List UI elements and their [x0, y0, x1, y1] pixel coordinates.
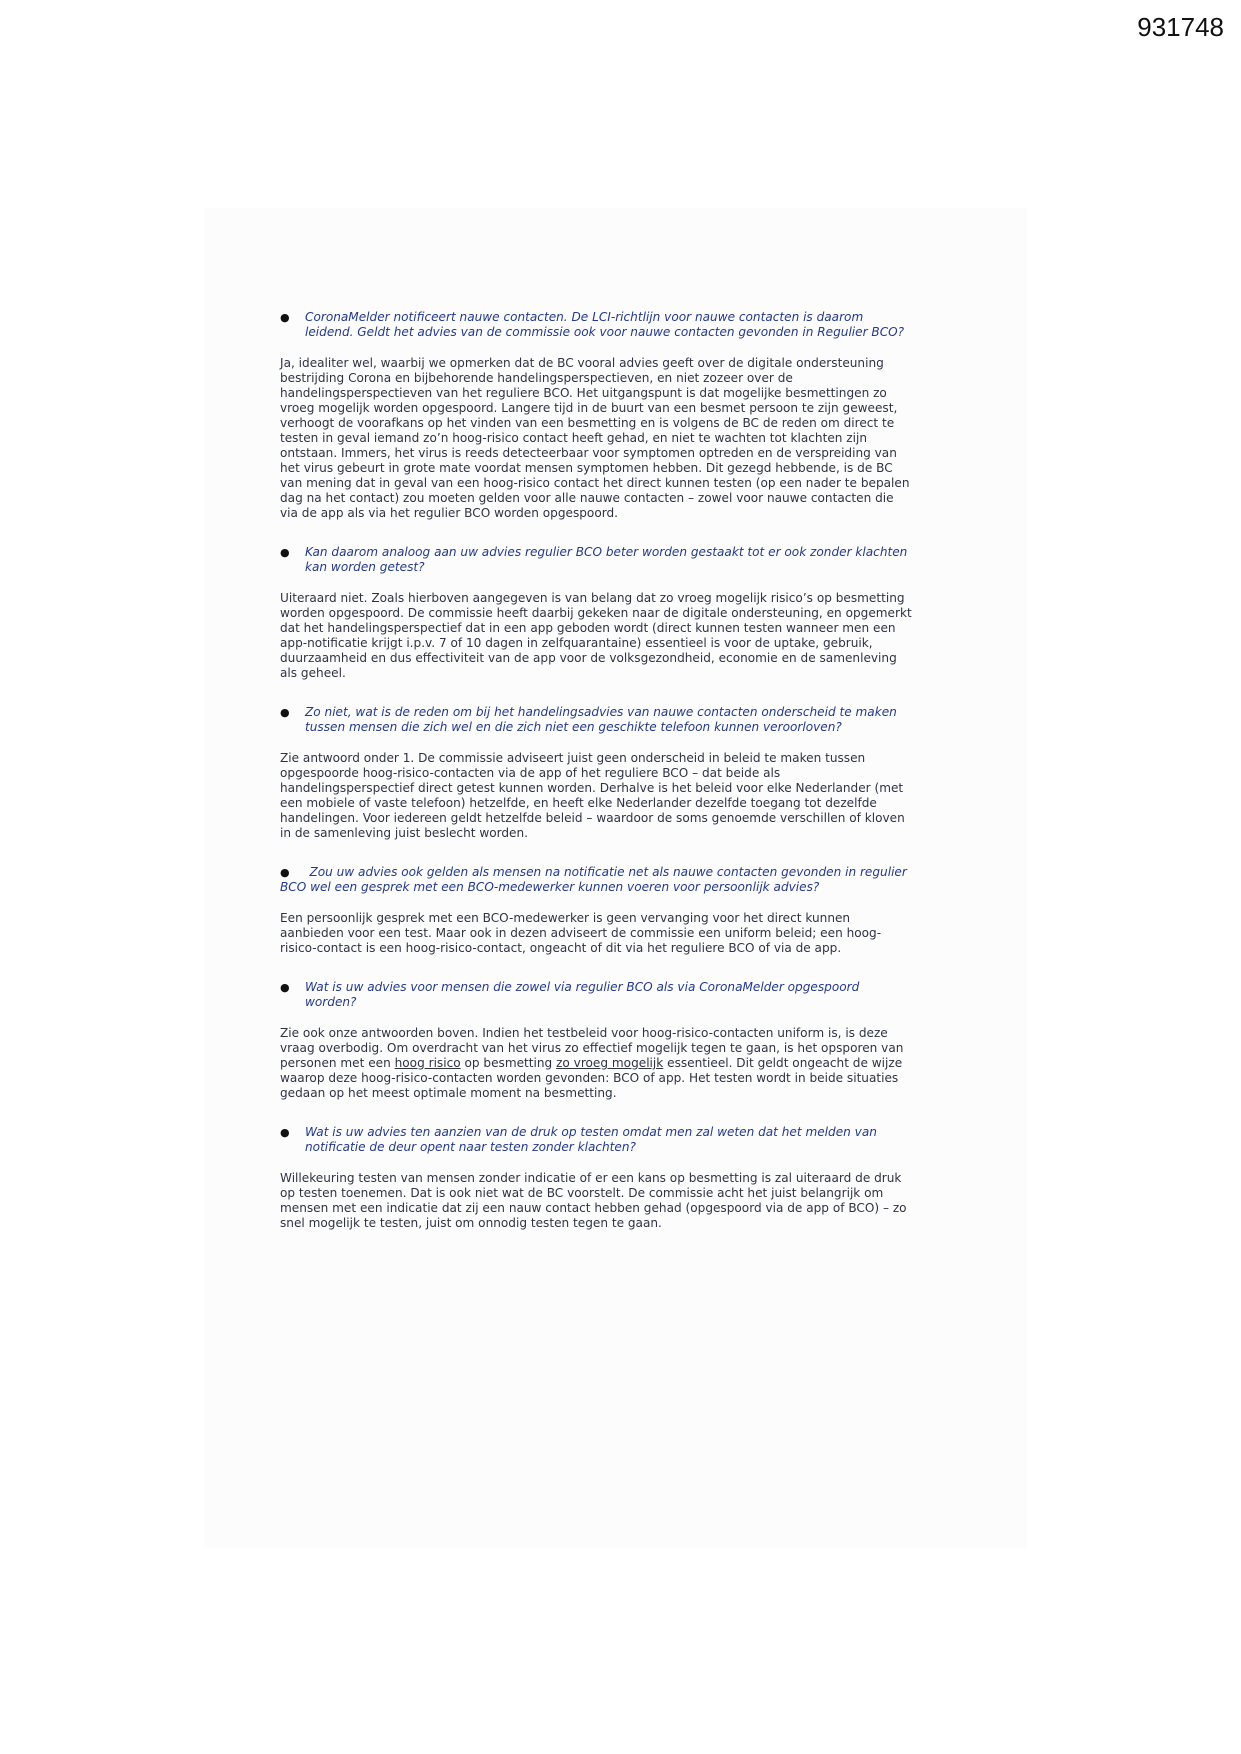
qa-item-2 [280, 545, 940, 681]
question-1-text: CoronaMelder notificeert nauwe contacten. De LCI-richtlijn voor nauwe contacten is daarom leidend. Geldt het advies van de commissie ook voor nauwe contacten gevonden in Regulier BCO? [305, 310, 905, 339]
question-6-text: Wat is uw advies ten aanzien van de druk op testen omdat men zal weten dat het melden van notificatie de deur opent naar testen zonder klachten? [305, 1125, 877, 1154]
qa-item-4 [280, 865, 940, 956]
question-2 [280, 545, 940, 575]
bullet-icon: ● [280, 311, 290, 324]
answer-5 [280, 1026, 940, 1101]
bullet-icon: ● [280, 706, 290, 719]
bullet-icon: ● [280, 546, 290, 559]
answer-6: Willekeuring testen van mensen zonder indicatie of er een kans op besmetting is zal uiteraard de druk op testen toenemen. Dat is ook niet wat de BC voorstelt. De commissie acht het juist belangrijk om mensen met een indicatie dat zij een nauw contact hebben gehad (opgespoord via de app of BCO) – zo snel mogelijk te testen, juist om onnodig testen tegen te gaan. [280, 1171, 907, 1230]
qa-item-6 [280, 1125, 940, 1231]
qa-item-3 [280, 705, 940, 841]
answer-5-part-3: essentieel. Dit geldt ongeacht de wijze waarop deze hoog-risico-contacten worden gevonden: BCO of app. Het testen wordt in beide situaties gedaan op het meest optimale moment na besmetting. [280, 1056, 903, 1100]
question-4 [280, 865, 940, 895]
qa-list [280, 310, 940, 1255]
document-number: 931748 [1137, 12, 1224, 42]
qa-item-1 [280, 310, 940, 521]
bullet-icon: ● [280, 1126, 290, 1139]
underlined-phrase-hoog-risico: hoog risico [394, 1056, 461, 1070]
qa-item-5 [280, 980, 940, 1101]
question-4-text: Zou uw advies ook gelden als mensen na notificatie net als nauwe contacten gevonden in regulier BCO wel een gesprek met een BCO-medewerker kunnen voeren voor persoonlijk advies? [280, 865, 907, 894]
question-1 [280, 310, 940, 340]
question-3 [280, 705, 940, 735]
answer-3: Zie antwoord onder 1. De commissie adviseert juist geen onderscheid in beleid te maken tussen opgespoorde hoog-risico-contacten via de app of het reguliere BCO – dat beide als handelingsperspectief direct getest kunnen worden. Derhalve is het beleid voor elke Nederlander (met een mobiele of vaste telefoon) hetzelfde, en heeft elke Nederlander dezelfde toegang tot dezelfde handelingen. Voor iedereen geldt hetzelfde beleid – waardoor de soms genoemde verschillen of kloven in de samenleving juist beslecht worden. [280, 751, 905, 840]
question-5-text: Wat is uw advies voor mensen die zowel via regulier BCO als via CoronaMelder opgespoord worden? [305, 980, 860, 1009]
answer-5-part-2: op besmetting [460, 1056, 557, 1070]
answer-2: Uiteraard niet. Zoals hierboven aangegeven is van belang dat zo vroeg mogelijk risico’s op besmetting worden opgespoord. De commissie heeft daarbij gekeken naar de digitale ondersteuning, en opgemerkt dat het handelingsperspectief dat in een app geboden wordt (direct kunnen testen wanneer men een app-notificatie krijgt i.p.v. 7 of 10 dagen in zelfquarantaine) essentieel is voor de uptake, gebruik, duurzaamheid en dus effectiviteit van de app voor de volksgezondheid, economie en de samenleving als geheel. [280, 591, 912, 680]
bullet-icon: ● [280, 981, 290, 994]
answer-4: Een persoonlijk gesprek met een BCO-medewerker is geen vervanging voor het direct kunnen aanbieden voor een test. Maar ook in dezen adviseert de commissie een uniform beleid; een hoog- risico-contact is een hoog-risico-contact, ongeacht of dit via het reguliere BCO of via de app. [280, 911, 882, 955]
answer-1: Ja, idealiter wel, waarbij we opmerken dat de BC vooral advies geeft over de digitale ondersteuning bestrijding Corona en bijbehorende handelingsperspectieven, en niet zozeer over de handelingsperspectieven van het reguliere BCO. Het uitgangspunt is dat mogelijke besmettingen zo vroeg mogelijk worden opgespoord. Langere tijd in de buurt van een besmet persoon te zijn geweest, verhoogt de voorafkans op het vinden van een besmetting en is volgens de BC de reden om direct te testen in geval iemand zo’n hoog-risico contact heeft gehad, en niet te wachten tot klachten zijn ontstaan. Immers, het virus is reeds detecteerbaar voor symptomen optreden en de verspreiding van het virus gebeurt in grote mate voordat mensen symptomen hebben. Dit gezegd hebbende, is de BC van mening dat in geval van een hoog-risico contact het direct kunnen testen (op een nader te bepalen dag na het contact) zou moeten gelden voor alle nauwe contacten – zowel voor nauwe contacten die via de app als via het regulier BCO worden opgespoord. [280, 356, 910, 520]
answer-5-part-1: Zie ook onze antwoorden boven. Indien het testbeleid voor hoog-risico-contacten uniform is, is deze vraag overbodig. Om overdracht van het virus zo effectief mogelijk tegen te gaan, is het opsporen van personen met een [280, 1026, 904, 1070]
underlined-phrase-zo-vroeg-mogelijk: zo vroeg mogelijk [556, 1056, 664, 1070]
question-5 [280, 980, 940, 1010]
bullet-icon: ● [280, 866, 290, 879]
question-3-text: Zo niet, wat is de reden om bij het handelingsadvies van nauwe contacten onderscheid te maken tussen mensen die zich wel en die zich niet een geschikte telefoon kunnen veroorloven? [305, 705, 897, 734]
question-2-text: Kan daarom analoog aan uw advies regulier BCO beter worden gestaakt tot er ook zonder klachten kan worden getest? [305, 545, 908, 574]
question-6 [280, 1125, 940, 1155]
